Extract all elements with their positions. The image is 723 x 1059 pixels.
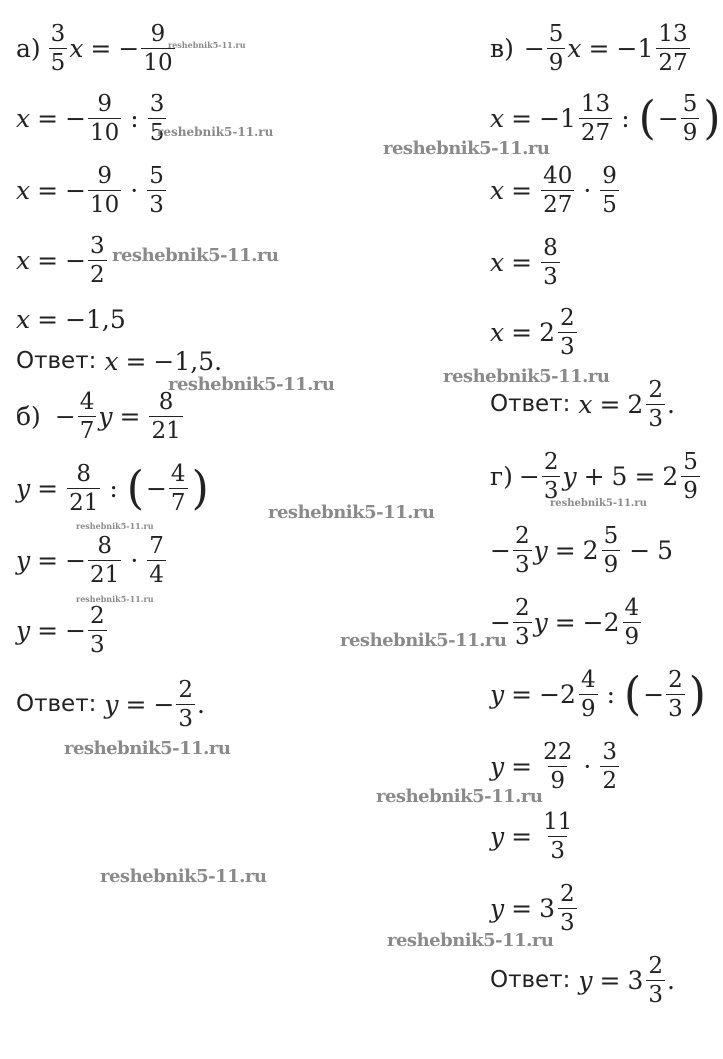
answer-v: Ответ: x = 2 $\frac{2}{3}$ . [490,377,675,433]
eq-b-line1: б) − $\frac{4}{7}$ y = $\frac{8}{21}$ [16,389,181,445]
eq-g-line4: y = − 2 $\frac{4}{9}$ : ( − $\frac{2}{3}$ ) [490,667,706,723]
answer-g: Ответ: y = 3 $\frac{2}{3}$ . [490,953,675,1009]
label-b: б) [16,402,41,432]
watermark: reshebnik5-11.ru [168,374,335,395]
eq-g-line6: y = $\frac{11}{3}$ [490,809,573,865]
fraction: $\frac{9}{5}$ [602,163,617,219]
eq-g-line7: y = 3 $\frac{2}{3}$ [490,881,575,937]
label-a: а) [16,34,41,64]
eq-v-line4: x = $\frac{8}{3}$ [490,235,558,291]
watermark: reshebnik5-11.ru [100,866,267,887]
fraction: $\frac{2}{3}$ [514,523,530,579]
fraction: $\frac{3}{2}$ [602,739,617,795]
eq-v-line2: x = − 1 $\frac{13}{27}$ : ( − $\frac{5}{9}$ ) [490,91,721,147]
watermark: reshebnik5-11.ru [157,125,274,139]
fraction: $\frac{8}{3}$ [543,235,558,291]
eq-a-line3: x = − $\frac{9}{10}$ · $\frac{5}{3}$ [16,163,164,219]
watermark: reshebnik5-11.ru [64,738,231,759]
fraction: $\frac{2}{3}$ [648,377,663,433]
fraction: $\frac{5}{3}$ [149,163,164,219]
fraction: $\frac{4}{9}$ [624,595,640,651]
eq-b-line2: y = $\frac{8}{21}$ : ( − $\frac{4}{7}$ ) [16,461,209,517]
fraction: $\frac{5}{9}$ [682,91,698,147]
fraction: $\frac{4}{7}$ [170,461,186,517]
eq-a-line2: x = − $\frac{9}{10}$ : $\frac{3}{5}$ [16,91,165,147]
watermark: reshebnik5-11.ru [376,786,543,807]
eq-g-line2: − $\frac{2}{3}$ y = 2 $\frac{5}{9}$ − 5 [490,523,674,579]
fraction: $\frac{40}{27}$ [543,163,573,219]
eq-a-line1: а) $\frac{3}{5}$ x = − $\frac{9}{10}$ [16,21,173,77]
eq-b-line4: y = − $\frac{2}{3}$ [16,603,105,659]
answer-label: Ответ: [490,967,571,994]
fraction: $\frac{9}{10}$ [90,91,120,147]
fraction: $\frac{4}{7}$ [79,389,95,445]
fraction: $\frac{2}{3}$ [559,881,575,937]
watermark: reshebnik5-11.ru [383,138,550,159]
fraction: $\frac{5}{9}$ [683,449,698,505]
eq-v-line3: x = $\frac{40}{27}$ · $\frac{9}{5}$ [490,163,617,219]
fraction: $\frac{7}{4}$ [149,533,164,589]
eq-a-line5: x = −1,5 [16,305,126,334]
watermark: reshebnik5-11.ru [268,502,435,523]
fraction: $\frac{9}{10}$ [90,163,120,219]
answer-b: Ответ: y = − $\frac{2}{3}$ . [16,677,205,733]
fraction: $\frac{22}{9}$ [543,739,573,795]
eq-v-line1: в) − $\frac{5}{9}$ x = − 1 $\frac{13}{27}$ [490,21,688,77]
fraction: $\frac{13}{27}$ [580,91,611,147]
fraction: $\frac{4}{9}$ [580,667,596,723]
fraction: $\frac{3}{5}$ [149,91,165,147]
watermark: reshebnik5-11.ru [76,521,154,531]
fraction: $\frac{5}{9}$ [603,523,619,579]
fraction: $\frac{5}{9}$ [548,21,564,77]
fraction: $\frac{2}{3}$ [90,603,105,659]
fraction: $\frac{8}{21}$ [90,533,120,589]
eq-v-line5: x = 2 $\frac{2}{3}$ [490,305,575,361]
answer-label: Ответ: [16,348,97,374]
watermark: reshebnik5-11.ru [550,498,647,509]
fraction: $\frac{2}{3}$ [514,595,530,651]
eq-b-line3: y = − $\frac{8}{21}$ · $\frac{7}{4}$ [16,533,164,589]
fraction: $\frac{9}{10}$ [143,21,173,77]
fraction: $\frac{8}{21}$ [69,461,99,517]
watermark: reshebnik5-11.ru [168,40,246,50]
fraction: $\frac{13}{27}$ [658,21,688,77]
fraction: $\frac{8}{21}$ [151,389,181,445]
eq-g-line1: г) − $\frac{2}{3}$ y + 5 = 2 $\frac{5}{9}$ [490,449,698,505]
eq-a-line4: x = − $\frac{3}{2}$ [16,233,105,289]
watermark: reshebnik5-11.ru [112,245,279,266]
watermark: reshebnik5-11.ru [443,366,610,387]
answer-label: Ответ: [490,391,571,418]
fraction: $\frac{2}{3}$ [559,305,575,361]
watermark: reshebnik5-11.ru [340,630,507,651]
label-v: в) [490,34,514,64]
answer-label: Ответ: [16,691,97,718]
eq-g-line5: y = $\frac{22}{9}$ · $\frac{3}{2}$ [490,739,617,795]
label-g: г) [490,462,513,492]
watermark: reshebnik5-11.ru [76,594,154,604]
fraction: $\frac{2}{3}$ [543,449,559,505]
watermark: reshebnik5-11.ru [387,930,554,951]
eq-g-line3: − $\frac{2}{3}$ y = − 2 $\frac{4}{9}$ [490,595,640,651]
fraction: $\frac{11}{3}$ [543,809,573,865]
fraction: $\frac{2}{3}$ [668,667,683,723]
fraction: $\frac{3}{5}$ [50,21,66,77]
answer-a: Ответ: x = −1,5 . [16,347,223,376]
fraction: $\frac{2}{3}$ [178,677,194,733]
fraction: $\frac{2}{3}$ [648,953,663,1009]
variable: x [69,34,84,64]
fraction: $\frac{3}{2}$ [90,233,105,289]
